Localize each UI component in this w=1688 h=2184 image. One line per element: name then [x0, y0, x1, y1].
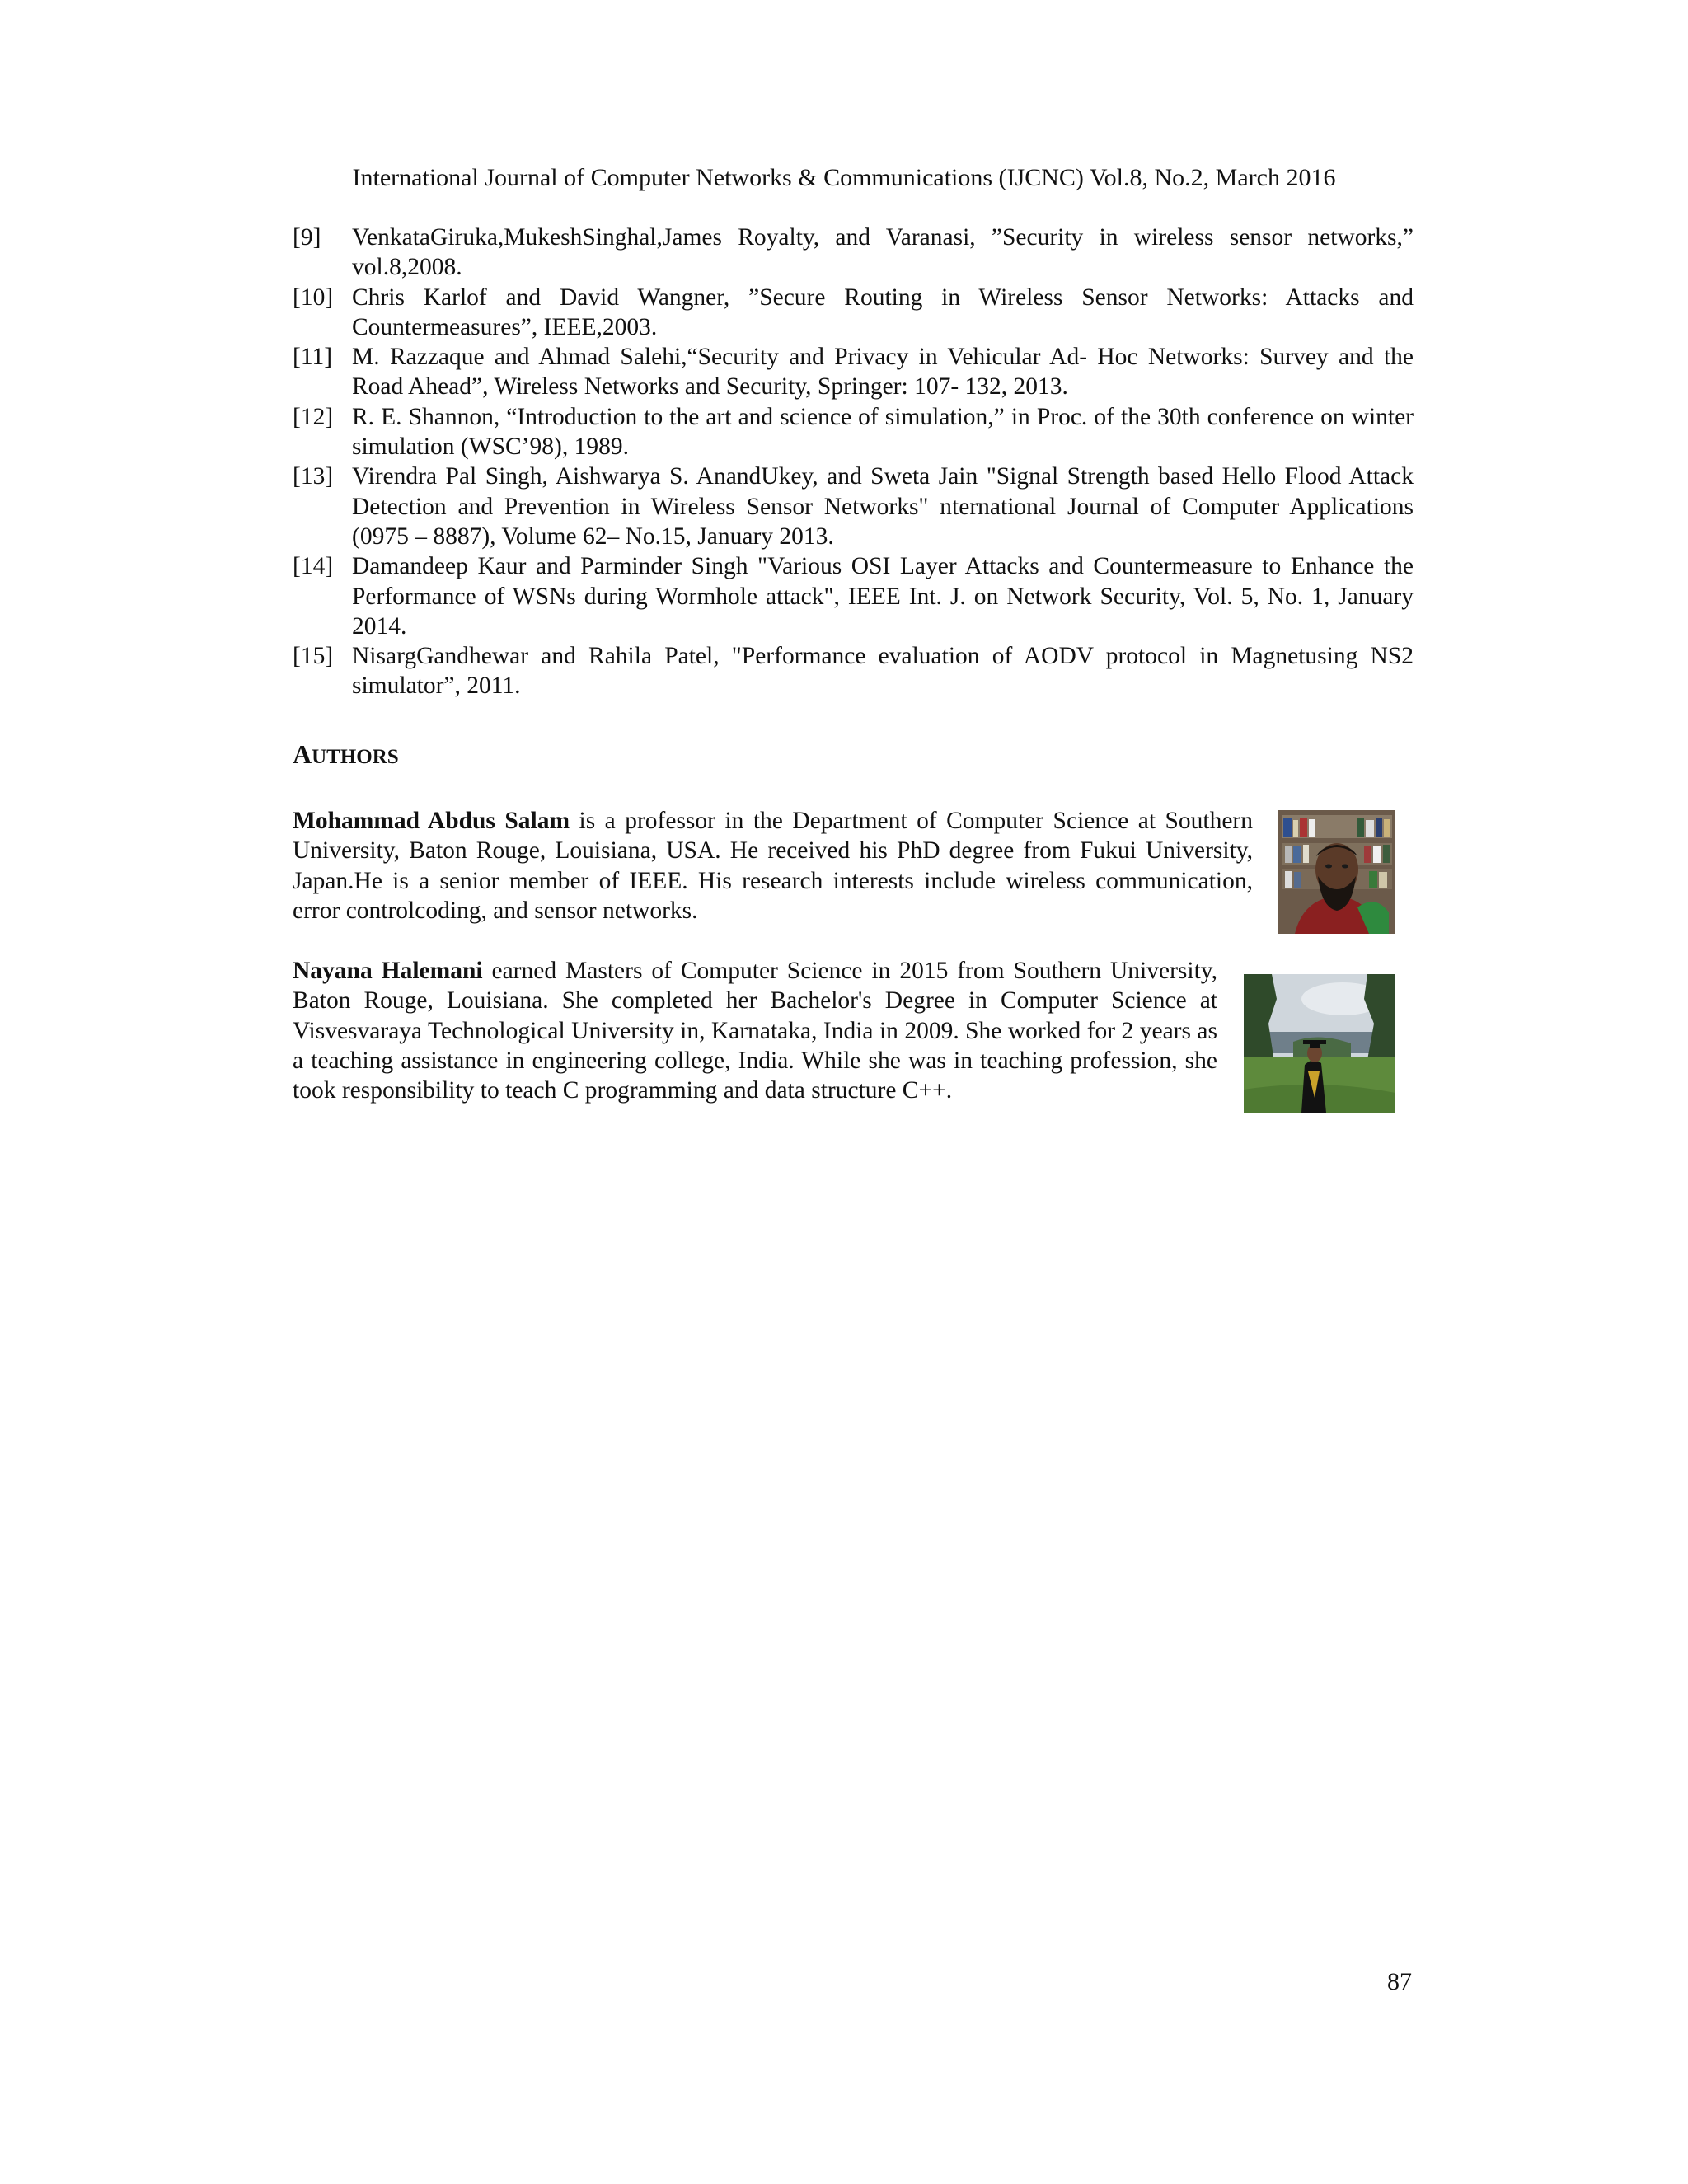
author-photo — [1278, 810, 1395, 934]
reference-number: [9] — [293, 224, 321, 251]
author-name: Nayana Halemani — [293, 958, 483, 984]
reference-text: M. Razzaque and Ahmad Salehi,“Security and Privacy in Vehicular Ad- Hoc Networks: Survey and the Road Ahead”, Wireless Networks and Security, Springer: 107- 132, 2013. — [352, 344, 1414, 401]
reference-number: [11] — [293, 344, 333, 371]
author-name: Mohammad Abdus Salam — [293, 808, 570, 834]
reference-item — [293, 283, 1414, 343]
reference-number: [15] — [293, 643, 334, 670]
reference-text: Chris Karlof and David Wangner, ”Secure Routing in Wireless Sensor Networks: Attacks and Countermeasures”, IEEE,2003. — [352, 284, 1414, 340]
reference-item — [293, 223, 1414, 283]
author-bio-text: earned Masters of Computer Science in 2015 from Southern University, Baton Rouge, Louisiana. She completed her Bachelor's Degree in Computer Science at Visvesvaraya Technological University in, Karnataka, India in 2009. She worked for 2 years as a teaching assistance in engineering college, India. While she was in teaching profession, she took responsibility to teach C programming and data structure C++. — [293, 958, 1217, 1104]
reference-item — [293, 402, 1414, 462]
reference-list — [293, 223, 1414, 701]
reference-text: NisargGandhewar and Rahila Patel, "Performance evaluation of AODV protocol in Magnetusing NS2 simulator”, 2011. — [352, 643, 1414, 700]
reference-number: [14] — [293, 553, 334, 580]
page-number: 87 — [1387, 1968, 1412, 1995]
reference-text: VenkataGiruka,MukeshSinghal,James Royalty, and Varanasi, ”Security in wireless sensor networks,” vol.8,2008. — [352, 224, 1414, 281]
authors-heading — [293, 738, 399, 774]
running-header: International Journal of Computer Networks & Communications (IJCNC) Vol.8, No.2, March 2016 — [352, 164, 1336, 191]
reference-number: [13] — [293, 463, 334, 490]
author-portrait-image — [1278, 810, 1395, 934]
author-graduation-image — [1244, 974, 1395, 1113]
reference-item — [293, 462, 1414, 551]
reference-text: Virendra Pal Singh, Aishwarya S. AnandUkey, and Sweta Jain "Signal Strength based Hello Flood Attack Detection and Prevention in Wireless Sensor Networks" nternational Journal of Computer Applications (0975 – 8887), Volume 62– No.15, January 2013. — [352, 463, 1414, 550]
authors-heading-initial: A — [293, 739, 312, 769]
author-bio — [293, 956, 1217, 1105]
reference-item — [293, 342, 1414, 402]
author-photo — [1244, 974, 1395, 1113]
author-bio-text: is a professor in the Department of Computer Science at Southern University, Baton Rouge, Louisiana, USA. He received his PhD degree from Fukui University, Japan.He is a senior member of IEEE. His research interests include wireless communication, error controlcoding, and sensor networks. — [293, 808, 1254, 924]
reference-number: [12] — [293, 403, 334, 430]
reference-item — [293, 641, 1414, 701]
reference-number: [10] — [293, 284, 334, 311]
authors-heading-rest: UTHORS — [312, 746, 399, 768]
author-bio — [293, 806, 1253, 926]
reference-text: R. E. Shannon, “Introduction to the art and science of simulation,” in Proc. of the 30th conference on winter simulation (WSC’98), 1989. — [352, 403, 1414, 461]
reference-item — [293, 551, 1414, 641]
reference-text: Damandeep Kaur and Parminder Singh "Various OSI Layer Attacks and Countermeasure to Enhance the Performance of WSNs during Wormhole attack", IEEE Int. J. on Network Security, Vol. 5, No. 1, January 2014. — [352, 553, 1414, 640]
